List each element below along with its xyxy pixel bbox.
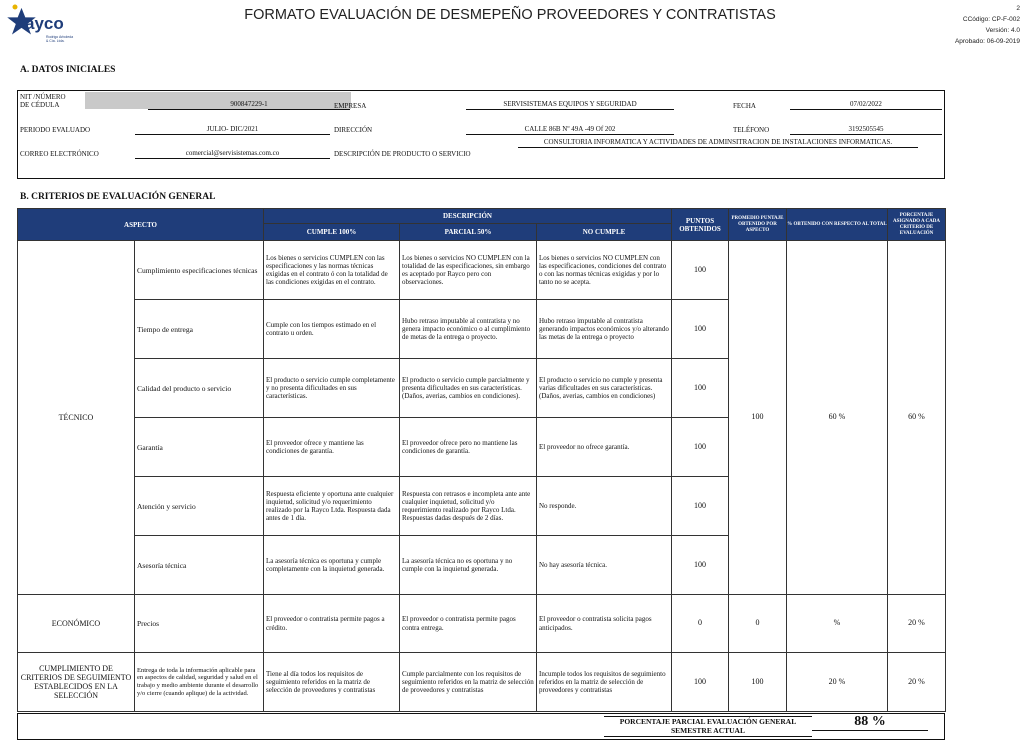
table-row — [18, 241, 946, 300]
criterio-economico: ECONÓMICO — [18, 595, 135, 653]
nit-label: NIT /NÚMERO DE CÉDULA — [20, 93, 66, 109]
rayco-logo-icon — [6, 4, 86, 44]
aspecto-cell: Tiempo de entrega — [135, 300, 264, 359]
parcial-cell: Cumple parcialmente con los requisitos de seguimiento referidos en la matriz de selección de proveedores y contratistas — [400, 653, 537, 712]
puntos-cell: 100 — [672, 418, 729, 477]
cumple-cell: Tiene al día todos los requisitos de seguimiento referidos en la matriz de selección de proveedores y contratistas — [264, 653, 400, 712]
table-row — [18, 653, 946, 712]
telefono-value: 3192505545 — [790, 125, 942, 135]
aspecto-cell: Garantía — [135, 418, 264, 477]
header-no-cumple: NO CUMPLE — [537, 224, 672, 241]
porcentaje-obtenido-economico: % — [787, 595, 888, 653]
parcial-cell: Los bienes o servicios NO CUMPLEN con la totalidad de las especificaciones, sin embargo es aceptado por Rayco pero con observaciones. — [400, 241, 537, 300]
no-cumple-cell: No hay asesoría técnica. — [537, 536, 672, 595]
empresa-label: EMPRESA — [334, 102, 367, 110]
datos-iniciales-box — [17, 90, 945, 179]
fecha-label: FECHA — [733, 102, 756, 110]
promedio-tecnico: 100 — [729, 241, 787, 595]
puntos-cell: 100 — [672, 359, 729, 418]
empresa-value: SERVISISTEMAS EQUIPOS Y SEGURIDAD — [466, 100, 674, 110]
porcentaje-asignado-economico: 20 % — [888, 595, 946, 653]
document-meta — [955, 3, 1020, 47]
header-porcentaje-obtenido: % OBTENIDO CON RESPECTO AL TOTAL — [787, 209, 888, 241]
no-cumple-cell: El proveedor no ofrece garantía. — [537, 418, 672, 477]
evaluation-table — [17, 208, 946, 712]
criterio-seguimiento: CUMPLIMIENTO DE CRITERIOS DE SEGUIMIENTO ESTABLECIDOS EN LA SELECCIÓN — [18, 653, 135, 712]
svg-text:& Cía. Ltda.: & Cía. Ltda. — [46, 39, 65, 43]
no-cumple-cell: El producto o servicio no cumple y presenta varias dificultades en sus características. (Daños, averias, cambios en condiciones) — [537, 359, 672, 418]
periodo-label: PERIODO EVALUADO — [20, 126, 91, 134]
nit-value: 900847229-1 — [148, 100, 350, 110]
parcial-cell: El producto o servicio cumple parcialmente y presenta dificultades en sus características. (Daños, averias, cambios en condiciones). — [400, 359, 537, 418]
approval-date: Aprobado: 06-09-2019 — [954, 38, 1020, 45]
parcial-cell: Respuesta con retrasos e incompleta ante ante cualquier inquietud, solicitud y/o requerimiento realizado por Rayco Ltda. Respuestas dadas después de 2 días. — [400, 477, 537, 536]
document-code: CCódigo: CP-F-002 — [962, 16, 1020, 23]
header-porcentaje-asignado: PORCENTAJE ASIGNADO A CADA CRITERIO DE EVALUACIÓN — [888, 209, 946, 241]
aspecto-cell: Cumplimiento especificaciones técnicas — [135, 241, 264, 300]
svg-text:ayco: ayco — [25, 14, 64, 33]
page-number: 2 — [1016, 5, 1020, 12]
no-cumple-cell: Incumple todos los requisitos de seguimiento referidos en la matriz de selección de proveedores y contratistas — [537, 653, 672, 712]
no-cumple-cell: El proveedor o contratista solicita pagos anticipados. — [537, 595, 672, 653]
cumple-cell: El proveedor ofrece y mantiene las condiciones de garantía. — [264, 418, 400, 477]
cumple-cell: Los bienes o servicios CUMPLEN con las especificaciones y las normas técnicas exigidas en el contrato ó con la totalidad de las condiciones exigidas en el contrato. — [264, 241, 400, 300]
aspecto-cell: Calidad del producto o servicio — [135, 359, 264, 418]
promedio-seguimiento: 100 — [729, 653, 787, 712]
header-promedio: PROMEDIO PUNTAJE OBTENIDO POR ASPECTO — [729, 209, 787, 241]
section-a-title: A. DATOS INICIALES — [20, 65, 116, 75]
direccion-value: CALLE 86B Nº 49A -49 Of 202 — [466, 125, 674, 135]
header-descripcion: DESCRIPCIÓN — [264, 209, 672, 224]
puntos-cell: 100 — [672, 300, 729, 359]
telefono-label: TELÉFONO — [733, 126, 770, 134]
header-puntos: PUNTOS OBTENIDOS — [672, 209, 729, 241]
parcial-cell: El proveedor o contratista permite pagos contra entrega. — [400, 595, 537, 653]
header-parcial: PARCIAL 50% — [400, 224, 537, 241]
svg-text:Rodrigo Arboleda: Rodrigo Arboleda — [46, 35, 74, 39]
company-logo — [6, 4, 86, 44]
section-b-title: B. CRITERIOS DE EVALUACIÓN GENERAL — [20, 192, 216, 202]
cumple-cell: El proveedor o contratista permite pagos a crédito. — [264, 595, 400, 653]
direccion-label: DIRECCIÓN — [334, 126, 373, 134]
puntos-cell: 100 — [672, 536, 729, 595]
cumple-cell: El producto o servicio cumple completamente y no presenta dificultades en sus características. — [264, 359, 400, 418]
correo-label: CORREO ELECTRÓNICO — [20, 150, 99, 158]
document-title: FORMATO EVALUACIÓN DE DESMEPEÑO PROVEEDORES Y CONTRATISTAS — [244, 7, 776, 23]
total-label: PORCENTAJE PARCIAL EVALUACIÓN GENERAL SEMESTRE ACTUAL — [604, 716, 812, 737]
cumple-cell: La asesoría técnica es oportuna y cumple completamente con la inquietud generada. — [264, 536, 400, 595]
header-aspecto: ASPECTO — [18, 209, 264, 241]
table-row — [18, 595, 946, 653]
no-cumple-cell: No responde. — [537, 477, 672, 536]
porcentaje-obtenido-tecnico: 60 % — [787, 241, 888, 595]
fecha-value: 07/02/2022 — [790, 100, 942, 110]
descripcion-label: DESCRIPCIÓN DE PRODUCTO O SERVICIO — [334, 150, 471, 158]
porcentaje-obtenido-seguimiento: 20 % — [787, 653, 888, 712]
aspecto-cell: Precios — [135, 595, 264, 653]
no-cumple-cell: Los bienes o servicios NO CUMPLEN con las especificaciones, condiciones del contrato o con las normas técnicas exigidas y por lo tanto no se acepta. — [537, 241, 672, 300]
promedio-economico: 0 — [729, 595, 787, 653]
cumple-cell: Cumple con los tiempos estimado en el contrato u orden. — [264, 300, 400, 359]
parcial-cell: El proveedor ofrece pero no mantiene las condiciones de garantía. — [400, 418, 537, 477]
header-cumple: CUMPLE 100% — [264, 224, 400, 241]
porcentaje-asignado-tecnico: 60 % — [888, 241, 946, 595]
porcentaje-asignado-seguimiento: 20 % — [888, 653, 946, 712]
parcial-cell: La asesoría técnica no es oportuna y no cumple con la inquietud generada. — [400, 536, 537, 595]
descripcion-value: CONSULTORIA INFORMATICA Y ACTIVIDADES DE ADMINSITRACION DE INSTALACIONES INFORMATICAS. — [518, 138, 918, 148]
aspecto-cell: Atención y servicio — [135, 477, 264, 536]
puntos-cell: 100 — [672, 477, 729, 536]
parcial-cell: Hubo retraso imputable al contratista y no genera impacto económico o al cumplimiento de metas de la entrega o proyecto. — [400, 300, 537, 359]
periodo-value: JULIO- DIC/2021 — [135, 125, 330, 135]
puntos-cell: 100 — [672, 653, 729, 712]
puntos-cell: 100 — [672, 241, 729, 300]
total-value: 88 % — [812, 714, 928, 731]
document-version: Versión: 4.0 — [985, 27, 1020, 34]
cumple-cell: Respuesta eficiente y oportuna ante cualquier inquietud, solicitud y/o requerimiento realizado por la Rayco Ltda. Respuesta dada antes de 1 día. — [264, 477, 400, 536]
criterio-tecnico: TÉCNICO — [18, 241, 135, 595]
correo-value: comercial@servisistemas.com.co — [135, 149, 330, 159]
no-cumple-cell: Hubo retraso imputable al contratista generando impactos económicos y/o alterando las metas de la entrega o proyecto — [537, 300, 672, 359]
aspecto-cell: Entrega de toda la información aplicable para en aspectos de calidad, seguridad y salud en el trabajo y medio ambiente durante el desarrollo y/o cierre (cuando aplique) de la actividad. — [135, 653, 264, 712]
puntos-cell: 0 — [672, 595, 729, 653]
aspecto-cell: Asesoría técnica — [135, 536, 264, 595]
